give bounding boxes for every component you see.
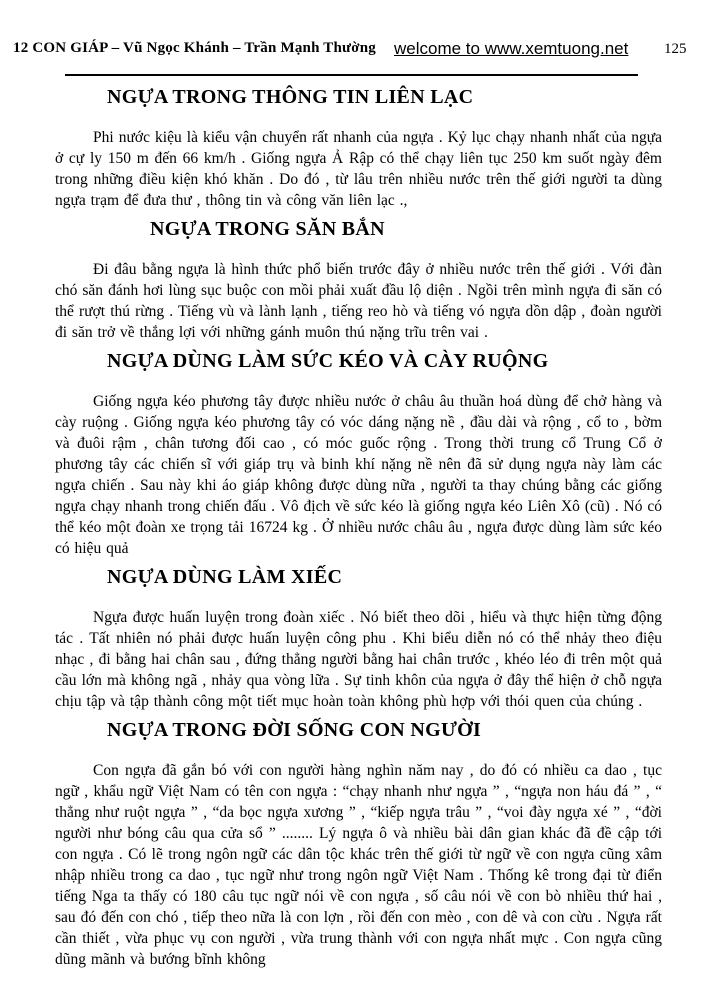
website-link[interactable]: welcome to www.xemtuong.net: [394, 39, 629, 58]
section-thong-tin-lien-lac: [55, 86, 662, 211]
page-content: [55, 84, 662, 970]
section-suc-keo-cay-ruong: [55, 350, 662, 559]
section-paragraph-lam-xiec: Ngựa được huấn luyện trong đoàn xiếc . Nó biết theo dõi , hiểu và thực hiện từng động tác . Tất nhiên nó phải được huấn luyện công phu . Khi biểu diễn nó có thể nhảy theo điệu nhạc , đi bằng hai chân sau , đứng thẳng người bằng hai chân trước , khéo léo đi trên một quả cầu lớn mà không ngã , nhảy qua vòng lữa . Sự tinh khôn của ngựa ở đây thể hiện ở chỗ ngựa chịu tập và tập thành công một tiết mục hoàn toàn không phù hợp với thói quen của chúng .: [55, 609, 662, 710]
section-heading-suc-keo-cay-ruong: NGỰA DÙNG LÀM SỨC KÉO VÀ CÀY RUỘNG: [107, 350, 549, 372]
section-san-ban: [55, 218, 662, 343]
section-heading-lam-xiec: NGỰA DÙNG LÀM XIẾC: [107, 566, 343, 588]
section-doi-song-con-nguoi: [55, 719, 662, 970]
section-paragraph-suc-keo-cay-ruong: Giống ngựa kéo phương tây được nhiều nước ở châu âu thuần hoá dùng để chở hàng và cày ruộng . Giống ngựa kéo phương tây có vóc dáng nặng nề , đầu dài và rộng , cổ to , bờm và đuôi rậm , chân tương đối cao , có móc guốc rộng . Trong thời trung cổ Trung Cổ ở phương tây các chiến sĩ với giáp trụ và binh khí nặng nề nên đã sử dụng ngựa này làm các ngựa chiến . Sau này khi áo giáp không được dùng nữa , người ta thay chúng bằng các giống ngựa chạy nhanh trong chiến đấu . Vô địch về sức kéo là giống ngựa kéo Liên Xô (cũ) . Nó có thể kéo một đoàn xe trọng tải 16724 kg . Ở nhiều nước châu âu , ngựa được dùng làm sức kéo có hiệu quả: [55, 393, 662, 557]
section-heading-san-ban: NGỰA TRONG SĂN BẮN: [150, 218, 385, 240]
section-paragraph-san-ban: Đi đâu bằng ngựa là hình thức phổ biến trước đây ở nhiều nước trên thế giới . Với đàn chó săn đánh hơi lùng sục buộc con mồi phải xuất đầu lộ diện . Ngồi trên mình ngựa đi săn có thể rượt thú rừng . Tiếng vù và lành lạnh , tiếng reo hò và tiếng vó ngựa dồn dập , đoàn người đi săn trở về thắng lợi với những gánh muôn thú nặng trĩu trên vai .: [55, 261, 662, 341]
section-lam-xiec: [55, 566, 662, 712]
page-number: 125: [664, 41, 687, 57]
section-heading-thong-tin-lien-lac: NGỰA TRONG THÔNG TIN LIÊN LẠC: [107, 86, 474, 108]
section-heading-doi-song-con-nguoi: NGỰA TRONG ĐỜI SỐNG CON NGƯỜI: [107, 719, 482, 741]
section-paragraph-thong-tin-lien-lac: Phi nước kiệu là kiểu vận chuyển rất nhanh của ngựa . Kỷ lục chạy nhanh nhất của ngựa ở cự ly 150 m đến 66 km/h . Giống ngựa Ả Rập có thể chạy liên tục 250 km suốt ngày đêm trong những điều kiện khó khăn . Do đó , từ lâu trên nhiều nước trên thế giới người ta dùng ngựa trạm để đưa thư , thông tin và công văn liên lạc .,: [55, 129, 662, 209]
header-divider: [65, 74, 638, 76]
section-paragraph-doi-song-con-nguoi: Con ngựa đã gắn bó với con người hàng nghìn năm nay , do đó có nhiều ca dao , tục ngữ , khẩu ngữ Việt Nam có tên con ngựa : “chạy nhanh như ngựa ” , “ngựa non háu đá ” , “ thẳng như ruột ngựa ” , “da bọc ngựa xương ” , “kiếp ngựa trâu ” , “voi đày ngựa xé ” , “đời người như bóng câu qua cửa sổ ” ........ Lý ngựa ô và nhiều bài dân gian khác đã đề cập tới con ngựa . Có lẽ trong ngôn ngữ các dân tộc khác trên thế giới từ ngữ về con ngựa cũng xâm nhập nhiều trong ca dao , tục ngữ như trong ngôn ngữ Việt Nam . Thống kê trong đại từ điển tiếng Nga ta thấy có 180 câu tục ngữ nói về con ngựa , số câu nói về con bò nhiều thứ hai , sau đó đến con chó , tiếp theo nữa là con lợn , rồi đến con mèo , con dê và con cừu . Ngựa rất cần thiết , vừa phục vụ con người , vừa trung thành với con ngựa nhất mực . Con ngựa cũng dũng mãnh và bướng bĩnh không: [55, 762, 662, 968]
book-title: 12 CON GIÁP – Vũ Ngọc Khánh – Trần Mạnh Thường: [13, 40, 376, 56]
